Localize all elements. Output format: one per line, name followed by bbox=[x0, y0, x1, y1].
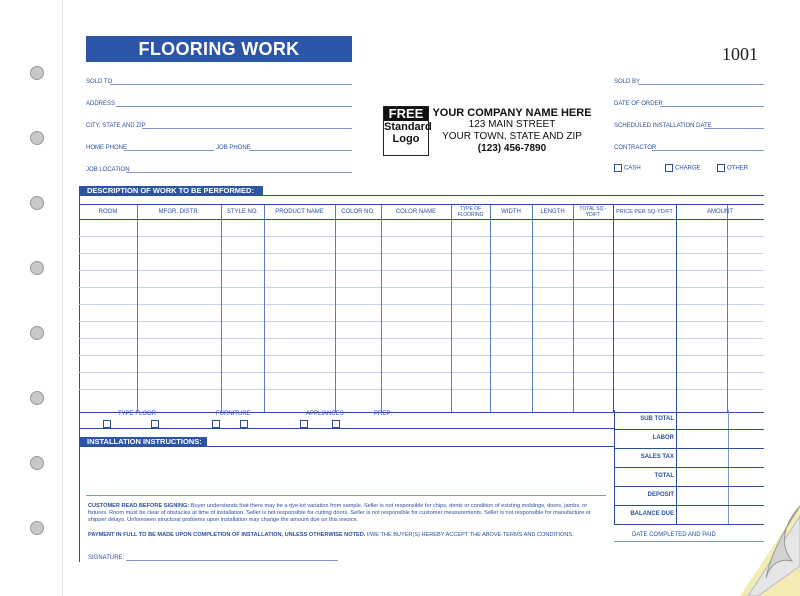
company-street: 123 MAIN STREET bbox=[468, 119, 556, 130]
column-rule bbox=[221, 205, 222, 412]
column-header-total: TOTAL SQ.-YD/FT bbox=[579, 206, 607, 218]
column-rule bbox=[335, 205, 336, 412]
total-label: SUB TOTAL bbox=[640, 416, 674, 422]
label-prep: PREP: bbox=[374, 411, 393, 417]
field-label: DATE OF ORDER bbox=[614, 101, 663, 107]
company-city: YOUR TOWN, STATE AND ZIP bbox=[442, 131, 582, 142]
company-name: YOUR COMPANY NAME HERE bbox=[432, 107, 592, 119]
column-rule bbox=[532, 205, 533, 412]
table-row[interactable] bbox=[79, 321, 764, 322]
checkbox-icon[interactable] bbox=[103, 420, 111, 428]
field-label: CITY, STATE AND ZIP bbox=[86, 123, 146, 129]
table-row[interactable] bbox=[79, 236, 764, 237]
total-label: DEPOSIT bbox=[647, 492, 674, 498]
column-rule bbox=[137, 205, 138, 412]
page-curl bbox=[740, 506, 800, 596]
customer-notice bbox=[88, 503, 600, 523]
payment-label: CHARGE bbox=[675, 165, 701, 172]
column-header-mfgr: MFGR. DISTR. bbox=[158, 209, 200, 215]
checkbox-icon[interactable] bbox=[332, 420, 340, 428]
checkbox-icon[interactable] bbox=[614, 164, 622, 172]
field-installation-date[interactable] bbox=[614, 121, 764, 131]
table-row[interactable] bbox=[79, 270, 764, 271]
total-row-total[interactable] bbox=[614, 467, 764, 487]
field-address[interactable] bbox=[86, 99, 352, 109]
binder-hole bbox=[30, 521, 44, 535]
checkbox-icon[interactable] bbox=[665, 164, 673, 172]
column-rule bbox=[676, 205, 677, 412]
total-row-labor[interactable] bbox=[614, 429, 764, 449]
total-row-tax[interactable] bbox=[614, 448, 764, 468]
field-contractor[interactable] bbox=[614, 143, 764, 153]
field-date-of-order[interactable] bbox=[614, 99, 764, 109]
column-header-product: PRODUCT NAME bbox=[275, 209, 324, 215]
payment-terms-heading: PAYMENT IN FULL TO BE MADE UPON COMPLETION OF INSTALLATION, UNLESS OTHERWISE NOTED. bbox=[88, 532, 366, 538]
field-label: CONTRACTOR bbox=[614, 145, 657, 151]
column-header-type: TYPE OF FLOORING bbox=[457, 206, 484, 218]
total-label: SALES TAX bbox=[640, 454, 674, 460]
table-row[interactable] bbox=[79, 338, 764, 339]
field-sold-to[interactable] bbox=[86, 77, 352, 87]
field-label: JOB LOCATION bbox=[86, 167, 130, 173]
binder-hole bbox=[30, 66, 44, 80]
checkbox-icon[interactable] bbox=[300, 420, 308, 428]
field-label: JOB PHONE bbox=[216, 145, 251, 151]
checkbox-icon[interactable] bbox=[212, 420, 220, 428]
column-header-style: STYLE NO. bbox=[226, 209, 259, 215]
table-row[interactable] bbox=[79, 389, 764, 390]
label-appliances: APPLIANCES bbox=[306, 411, 344, 417]
label-type-floor: TYPE FLOOR bbox=[118, 411, 157, 417]
payment-terms bbox=[88, 532, 608, 539]
section-installation-header: INSTALLATION INSTRUCTIONS: bbox=[79, 437, 207, 446]
logo-standard: Standard bbox=[384, 121, 432, 133]
field-label: HOME PHONE bbox=[86, 145, 128, 151]
table-row[interactable] bbox=[79, 372, 764, 373]
payment-other[interactable] bbox=[717, 164, 748, 172]
column-header-room: ROOM bbox=[98, 209, 118, 215]
column-rule bbox=[573, 205, 574, 412]
field-job-location[interactable] bbox=[86, 165, 352, 175]
column-header-color-no: COLOR NO. bbox=[341, 209, 375, 215]
column-rule bbox=[727, 205, 728, 412]
logo-free: FREE bbox=[384, 107, 428, 121]
table-row[interactable] bbox=[79, 253, 764, 254]
binder-hole bbox=[30, 261, 44, 275]
field-home-phone[interactable] bbox=[86, 143, 214, 153]
field-job-phone[interactable] bbox=[216, 143, 352, 153]
company-logo bbox=[383, 106, 432, 156]
company-phone: (123) 456-7890 bbox=[477, 143, 547, 154]
divider bbox=[79, 428, 614, 429]
logo-word: Logo bbox=[392, 133, 420, 145]
field-label: SCHEDULED INSTALLATION DATE bbox=[614, 123, 712, 129]
binder-hole bbox=[30, 196, 44, 210]
binder-hole bbox=[30, 326, 44, 340]
signature-field[interactable] bbox=[88, 553, 338, 563]
payment-charge[interactable] bbox=[665, 164, 701, 172]
table-row[interactable] bbox=[79, 304, 764, 305]
company-block bbox=[432, 107, 592, 154]
column-header-color-name: COLOR NAME bbox=[395, 209, 437, 215]
total-label: TOTAL bbox=[654, 473, 674, 479]
column-header-width: WIDTH bbox=[501, 209, 521, 215]
divider bbox=[79, 446, 614, 447]
field-label: SOLD BY bbox=[614, 79, 641, 85]
date-completed-label: DATE COMPLETED AND PAID bbox=[632, 532, 716, 538]
column-rule bbox=[381, 205, 382, 412]
divider bbox=[86, 495, 606, 496]
form-title: FLOORING WORK ORDER/INVOICE bbox=[86, 36, 352, 62]
field-label: SOLD TO bbox=[86, 79, 113, 85]
column-header-price: PRICE PER SQ-YD/FT bbox=[616, 209, 673, 215]
accept-terms: I/WE THE BUYER(S) HEREBY ACCEPT THE ABOVE TERMS AND CONDITIONS. bbox=[366, 532, 574, 538]
header-rule bbox=[79, 219, 764, 220]
notice-heading: CUSTOMER READ BEFORE SIGNING: bbox=[88, 503, 190, 509]
total-label: LABOR bbox=[652, 435, 674, 441]
work-table bbox=[79, 204, 764, 413]
field-city-state-zip[interactable] bbox=[86, 121, 352, 131]
binder-hole bbox=[30, 391, 44, 405]
column-header-length: LENGTH bbox=[540, 209, 565, 215]
notice-body: Buyer understands that there may be a dye-lot variation from sample. Seller is not responsible for chips, dents or condition of existing moldings, doors, jambs, or fixtures. Room must be clear of obstacles at time of installation. Seller is not responsible for cutting doors. Seller is not responsible for customer measurements. Seller is not responsible for manufacture or shipper delays. Unforeseen structural problems upon installation may change the amount due on this invoice. bbox=[88, 503, 591, 523]
field-sold-by[interactable] bbox=[614, 77, 764, 87]
checkbox-icon[interactable] bbox=[717, 164, 725, 172]
column-rule bbox=[613, 205, 614, 412]
payment-label: CASH bbox=[624, 165, 641, 172]
perforation-edge bbox=[62, 0, 63, 596]
payment-label: OTHER bbox=[727, 165, 748, 172]
total-row-subtotal[interactable] bbox=[614, 410, 764, 430]
field-label: ADDRESS bbox=[86, 101, 116, 107]
column-rule bbox=[264, 205, 265, 412]
field-label: SIGNATURE: bbox=[88, 555, 125, 561]
binder-hole bbox=[30, 131, 44, 145]
payment-cash[interactable] bbox=[614, 164, 641, 172]
form-number: 1001 bbox=[722, 44, 758, 64]
table-row[interactable] bbox=[79, 287, 764, 288]
table-row[interactable] bbox=[79, 355, 764, 356]
divider bbox=[79, 195, 764, 196]
column-rule bbox=[490, 205, 491, 412]
column-rule bbox=[451, 205, 452, 412]
checkbox-icon[interactable] bbox=[240, 420, 248, 428]
total-row-deposit[interactable] bbox=[614, 486, 764, 506]
total-label: BALANCE DUE bbox=[630, 511, 674, 517]
binder-hole bbox=[30, 456, 44, 470]
checkbox-icon[interactable] bbox=[151, 420, 159, 428]
column-header-amount: AMOUNT bbox=[707, 209, 733, 215]
section-description-header: DESCRIPTION OF WORK TO BE PERFORMED: bbox=[79, 186, 263, 195]
label-furniture: FURNITURE bbox=[216, 411, 251, 417]
